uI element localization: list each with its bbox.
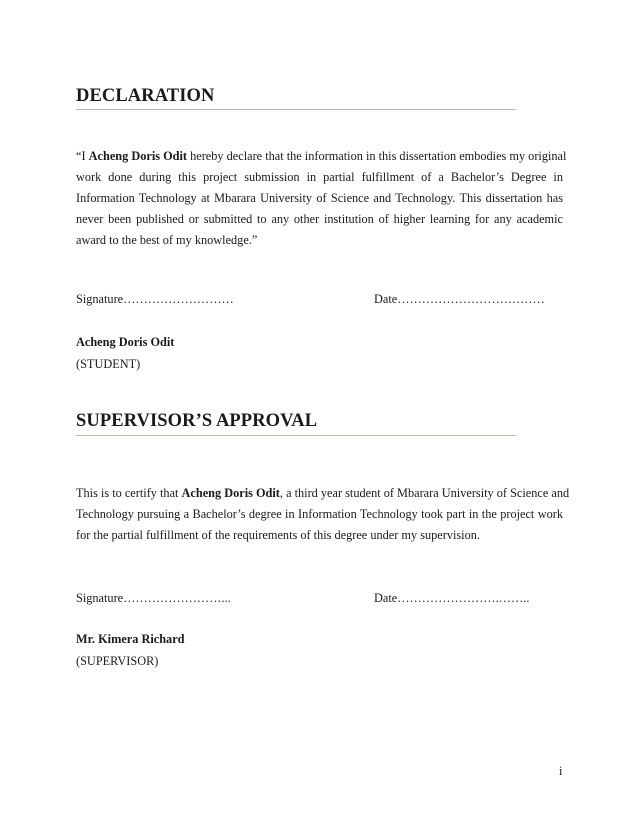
declaration-heading: DECLARATION (76, 86, 215, 106)
student-role: (STUDENT) (76, 357, 141, 371)
approval-heading-rule (76, 435, 516, 436)
supervisor-role: (SUPERVISOR) (76, 654, 159, 668)
approval-paragraph (76, 483, 570, 546)
paragraph-text: Technology pursuing a Bachelor’s degree in Information Technology took part in the project work (76, 507, 563, 521)
paragraph-text: “I (76, 149, 89, 163)
paragraph-line (76, 188, 563, 209)
declaration-heading-rule (76, 109, 516, 110)
paragraph-line (76, 146, 567, 167)
paragraph-text: , a third year student of Mbarara University of Science and (279, 486, 570, 500)
paragraph-text: Information Technology at Mbarara University of Science and Technology. This dissertation has (76, 191, 563, 205)
paragraph-text: This is to certify that (76, 486, 182, 500)
declaration-paragraph (76, 146, 567, 251)
supervisor-date-line: Date…………………….…….. (374, 591, 530, 605)
bold-name-text: Acheng Doris Odit (88, 149, 188, 163)
paragraph-line (76, 525, 563, 546)
paragraph-line (76, 167, 563, 188)
page-number: i (559, 764, 563, 778)
paragraph-text: work done during this project submission in partial fulfillment of a Bachelor’s Degree in (76, 170, 563, 184)
paragraph-text: for the partial fulfillment of the requirements of this degree under my supervision. (76, 528, 480, 542)
paragraph-line (76, 230, 563, 251)
student-date-line: Date……………………………… (374, 292, 545, 306)
approval-heading: SUPERVISOR’S APPROVAL (76, 411, 318, 431)
paragraph-line (76, 483, 570, 504)
supervisor-signature-line: Signature……………………... (76, 591, 231, 605)
paragraph-text: never been published or submitted to any other institution of higher learning for any academic (76, 212, 563, 226)
paragraph-text: hereby declare that the information in this dissertation embodies my original (187, 149, 567, 163)
supervisor-name: Mr. Kimera Richard (76, 632, 185, 646)
bold-name-text: Acheng Doris Odit (181, 486, 280, 500)
paragraph-text: award to the best of my knowledge.” (76, 233, 258, 247)
student-name: Acheng Doris Odit (76, 335, 175, 349)
paragraph-line (76, 209, 563, 230)
student-signature-line: Signature……………………… (76, 292, 234, 306)
paragraph-line (76, 504, 563, 525)
